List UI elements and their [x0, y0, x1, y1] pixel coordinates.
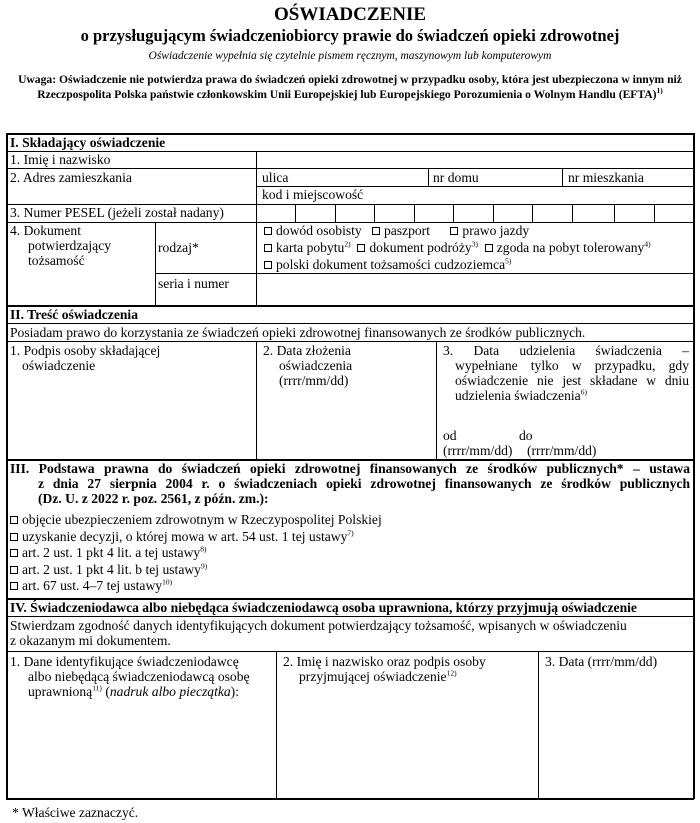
- signature-field[interactable]: [8, 378, 256, 458]
- warning-note: Uwaga: Oświadczenie nie potwierdza prawa do świadczeń opieki zdrowotnej w przypadku osoby, która jest ubezpieczona w innym niż Rzeczpospolita Polska państwie członkowskim Unii Europejskiej lub Europejskiego Porozumienia o Wolnym Handlu (EFTA)$^{1)}$: [18, 73, 682, 101]
- rule: [6, 323, 694, 324]
- section-2-title: II. Treść oświadczenia: [10, 307, 139, 322]
- confirmation-text: Stwierdzam zgodność danych identyfikujących dokument potwierdzający tożsamość, wpisanych w oświadczeniu z okazanym mi dokumentem.: [10, 618, 627, 648]
- checkbox-residence-card[interactable]: [264, 244, 272, 252]
- series-number-label: seria i numer: [158, 276, 229, 291]
- house-no-field[interactable]: nr domu: [433, 170, 479, 185]
- service-date-from-label: od: [443, 428, 457, 443]
- checkbox-passport[interactable]: [372, 227, 380, 235]
- name-label: 1. Imię i nazwisko: [10, 152, 111, 167]
- checkbox-insured[interactable]: [10, 516, 18, 524]
- section-4-title: IV. Świadczeniodawca albo niebędąca świadczeniodawcą osoba uprawniona, którzy przyjmują oświadczenie: [10, 600, 637, 615]
- doc-type-label: rodzaj*: [158, 240, 199, 255]
- legal-basis-list: [10, 512, 382, 595]
- rule: [538, 651, 539, 799]
- series-number-field[interactable]: [257, 274, 693, 304]
- service-date-field[interactable]: [441, 415, 691, 457]
- doc-label: 4. Dokument potwierdzający tożsamość: [10, 223, 112, 268]
- checkbox-travel-document[interactable]: [357, 244, 365, 252]
- doc-options-row-2: karta pobytu$^{2)}$ dokument podróży$^{3)}$ zgoda na pobyt tolerowany$^{4)}$: [264, 240, 651, 255]
- statement-text: Posiadam prawo do korzystania ze świadczeń opieki zdrowotnej finansowanych ze środków publicznych.: [10, 325, 586, 340]
- service-date-to-format: (rrrr/mm/dd): [527, 443, 597, 458]
- document-subtitle: o przysługującym świadczeniobiorcy prawie do świadczeń opieki zdrowotnej: [80, 26, 620, 45]
- checkbox-driving-licence[interactable]: [450, 227, 458, 235]
- receipt-date-field[interactable]: [540, 674, 692, 796]
- legal-basis-item: art. 67 ust. 4–7 tej ustawy$^{10)}$: [10, 578, 382, 595]
- street-field[interactable]: ulica: [262, 170, 289, 185]
- signature-label: 1. Podpis osoby składającej oświadczenie: [10, 343, 161, 373]
- checkbox-foreigner-id[interactable]: [264, 261, 272, 269]
- frame-right: [693, 133, 695, 799]
- frame-left: [6, 133, 8, 799]
- receiver-signature-field[interactable]: [278, 690, 536, 796]
- checkbox-decision[interactable]: [10, 533, 18, 541]
- legal-basis-item: uzyskanie decyzji, o której mowa w art. 54 ust. 1 tej ustawy$^{7)}$: [10, 529, 382, 546]
- provider-data-label: 1. Dane identyfikujące świadczeniodawcę albo niebędącą świadczeniodawcą osobę uprawnioną$^{11)}$ (nadruk albo pieczątka):: [10, 654, 250, 699]
- rule: [256, 341, 257, 459]
- checkbox-art67[interactable]: [10, 582, 18, 590]
- receipt-date-label: 3. Data (rrrr/mm/dd): [545, 654, 658, 669]
- checkbox-art2-b[interactable]: [10, 566, 18, 574]
- submission-date-field[interactable]: [258, 395, 434, 457]
- service-date-to-label: do: [519, 428, 533, 443]
- rule: [436, 341, 437, 459]
- section-3-title: III. Podstawa prawna do świadczeń opieki zdrowotnej finansowanych ze środków publicznych* – ustawa z dnia 27 sierpnia 2004 r. o świadczeniach opieki zdrowotnej finansowanych ze środków publicznych (Dz. U. z 2022 r. poz. 2561, z późn. zm.):: [10, 461, 690, 506]
- rule: [562, 168, 563, 186]
- section-1-title: I. Składający oświadczenie: [10, 135, 166, 150]
- footnote: * Właściwe zaznaczyć.: [12, 805, 139, 820]
- frame-bottom: [6, 798, 694, 800]
- legal-basis-item: objęcie ubezpieczeniem zdrowotnym w Rzeczypospolitej Polskiej: [10, 512, 382, 529]
- address-label: 2. Adres zamieszkania: [10, 170, 132, 185]
- receiver-signature-label: 2. Imię i nazwisko oraz podpis osoby przyjmującej oświadczenie$^{12)}$: [283, 654, 486, 684]
- fill-instruction: Oświadczenie wypełnia się czytelnie pismem ręcznym, maszynowym lub komputerowym: [148, 50, 552, 62]
- rule: [256, 151, 257, 305]
- rule: [428, 168, 429, 186]
- rule: [6, 616, 694, 617]
- service-date-label: 3. Data udzielenia świadczenia – wypełniane tylko w przypadku, gdy oświadczenie nie jest składane w dniu udzielenia świadczenia$^{6)}$: [443, 343, 689, 403]
- pesel-label: 3. Numer PESEL (jeżeli został nadany): [10, 205, 224, 220]
- name-field[interactable]: [257, 152, 693, 168]
- submission-date-label: 2. Data złożenia oświadczenia (rrrr/mm/dd): [263, 343, 353, 388]
- provider-data-field[interactable]: [8, 706, 274, 796]
- postal-field[interactable]: kod i miejscowość: [262, 187, 364, 202]
- rule: [276, 651, 277, 799]
- checkbox-art2-a[interactable]: [10, 549, 18, 557]
- checkbox-tolerated-stay[interactable]: [485, 244, 493, 252]
- document-title: OŚWIADCZENIE: [273, 4, 427, 25]
- checkbox-id-card[interactable]: [264, 227, 272, 235]
- legal-basis-item: art. 2 ust. 1 pkt 4 lit. a tej ustawy$^{8)}$: [10, 545, 382, 562]
- service-date-from-format: (rrrr/mm/dd): [443, 443, 513, 458]
- doc-options-row-3: polski dokument tożsamości cudzoziemca$^{5)}$: [264, 257, 511, 272]
- doc-options-row-1: dowód osobisty paszport prawo jazdy: [264, 223, 529, 238]
- rule: [6, 341, 694, 342]
- rule: [155, 222, 156, 305]
- flat-no-field[interactable]: nr mieszkania: [568, 170, 644, 185]
- pesel-field[interactable]: [257, 205, 693, 221]
- rule: [6, 168, 694, 169]
- legal-basis-item: art. 2 ust. 1 pkt 4 lit. b tej ustawy$^{9)}$: [10, 562, 382, 579]
- rule: [6, 651, 694, 652]
